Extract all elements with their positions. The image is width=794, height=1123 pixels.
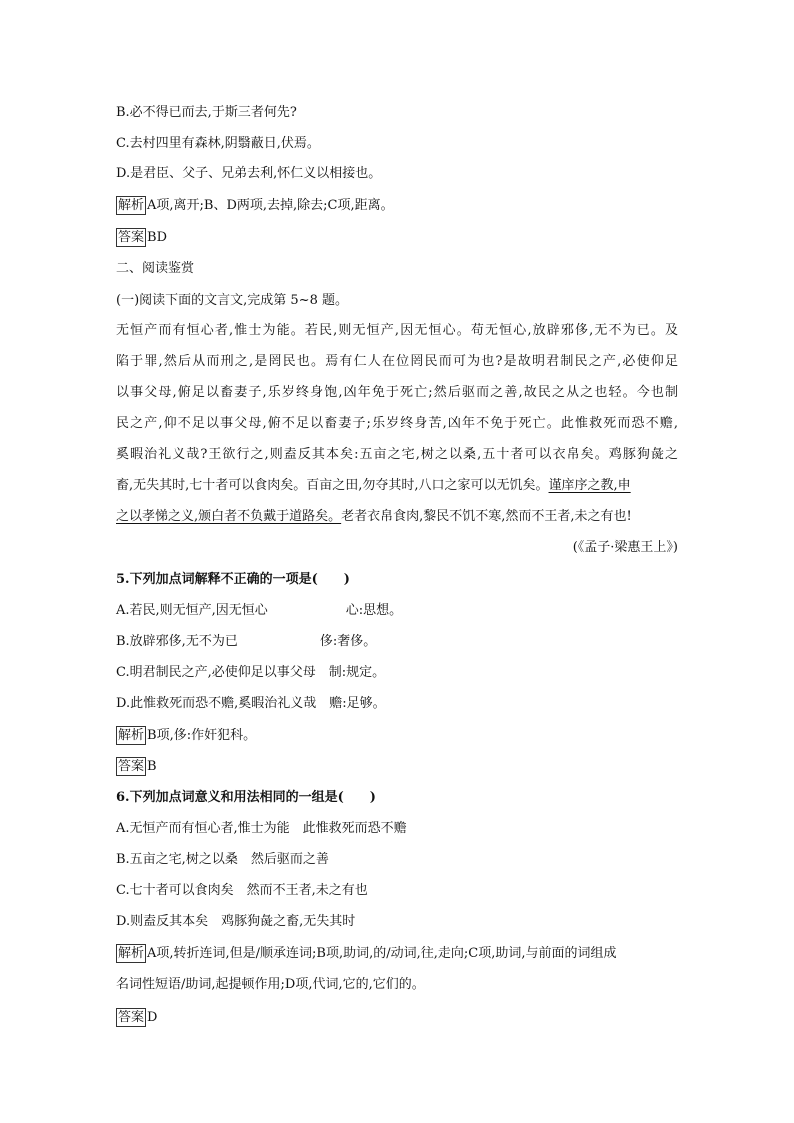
option-text: B.放辟邪侈,无不为已 [116, 634, 238, 649]
answer-label: 答案 [118, 1010, 145, 1025]
explanation-text: A项,转折连词,但是/顺承连词;B项,助词,的/动词,往,走向;C项,助词,与前面的词组成 [147, 946, 617, 961]
option-note: 心:思想。 [345, 603, 403, 618]
underlined-text: 之以孝悌之义,颁白者不负戴于道路矣。 [116, 509, 342, 524]
explanation-text: A项,离开;B、D两项,去掉,除去;C项,距离。 [147, 198, 394, 213]
answer-text: BD [147, 230, 167, 245]
explanation-row [116, 944, 616, 964]
option-d: D.此惟救死而恐不赡,奚暇治礼义哉 赡:足够。 [116, 696, 386, 711]
option-text: A.若民,则无恒产,因无恒心 [116, 603, 268, 618]
option-a [116, 601, 402, 621]
explanation-row [116, 726, 256, 746]
question-6: 6.下列加点词意义和用法相同的一组是( ) [116, 790, 376, 805]
passage-line: 以事父母,俯足以畜妻子,乐岁终身饱,凶年免于死亡;然后驱而之善,故民之从之也轻。今也制 [116, 385, 678, 400]
explanation-continuation: 名词性短语/助词,起提顿作用;D项,代词,它的,它们的。 [116, 977, 425, 992]
explanation-label: 解析 [118, 946, 145, 961]
option-c: C.去村四里有森林,阴翳蔽日,伏焉。 [116, 136, 320, 151]
answer-text: D [147, 1010, 158, 1025]
passage-source: (《孟子·梁惠王上》) [572, 540, 678, 555]
option-b: B.五亩之宅,树之以桑 然后驱而之善 [116, 852, 329, 867]
explanation-text: B项,侈:作奸犯科。 [147, 728, 257, 743]
option-c: C.七十者可以食肉矣 然而不王者,未之有也 [116, 883, 368, 898]
answer-label: 答案 [118, 759, 145, 774]
passage-text: 畜,无失其时,七十者可以食肉矣。百亩之田,勿夺其时,八口之家可以无饥矣。 [116, 478, 549, 493]
section-heading: 二、阅读鉴赏 [116, 261, 195, 276]
passage-line [116, 507, 632, 527]
answer-label: 答案 [118, 230, 145, 245]
passage-line: 陷于罪,然后从而刑之,是罔民也。焉有仁人在位罔民而可为也?是故明君制民之产,必使仰足 [116, 354, 678, 369]
explanation-row [116, 196, 394, 216]
option-c: C.明君制民之产,必使仰足以事父母 制:规定。 [116, 665, 386, 680]
option-note: 侈:奢侈。 [319, 634, 377, 649]
question-5: 5.下列加点词解释不正确的一项是( ) [116, 572, 350, 587]
passage-line: 无恒产而有恒心者,惟士为能。若民,则无恒产,因无恒心。苟无恒心,放辟邪侈,无不为已。及 [116, 323, 678, 338]
passage-text: 老者衣帛食肉,黎民不饥不寒,然而不王者,未之有也! [341, 509, 632, 524]
option-d: D.是君臣、父子、兄弟去利,怀仁义以相接也。 [116, 166, 382, 181]
explanation-label: 解析 [118, 198, 145, 213]
answer-text: B [147, 759, 157, 774]
explanation-label: 解析 [118, 728, 145, 743]
answer-row [116, 228, 167, 248]
option-d: D.则盍反其本矣 鸡豚狗彘之畜,无失其时 [116, 914, 356, 929]
answer-row [116, 757, 157, 777]
passage-line: 奚暇治礼义哉?王欲行之,则盍反其本矣:五亩之宅,树之以桑,五十者可以衣帛矣。鸡豚狗彘之 [116, 447, 678, 462]
passage-line [116, 476, 631, 496]
underlined-text: 谨庠序之教,申 [548, 478, 631, 493]
option-b: B.必不得已而去,于斯三者何先? [116, 105, 297, 120]
option-a: A.无恒产而有恒心者,惟士为能 此惟救死而恐不赡 [116, 821, 407, 836]
option-b [116, 632, 376, 652]
passage-intro: (一)阅读下面的文言文,完成第 5~8 题。 [116, 293, 348, 308]
answer-row [116, 1008, 157, 1028]
passage-line: 民之产,仰不足以事父母,俯不足以畜妻子;乐岁终身苦,凶年不免于死亡。此惟救死而恐不赡, [116, 416, 678, 431]
